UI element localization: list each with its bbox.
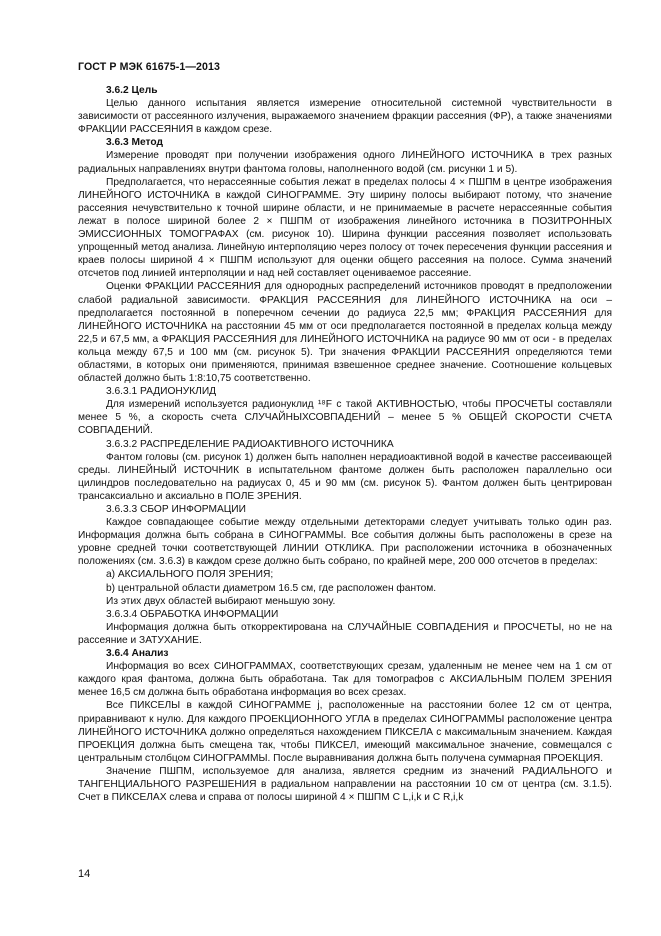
list-note: Из этих двух областей выбирают меньшую зону.: [106, 595, 336, 607]
paragraph: Информация должна быть откорректирована на СЛУЧАЙНЫЕ СОВПАДЕНИЯ и ПРОСЧЕТЫ, но не на рассеяние и ЗАТУХАНИЕ.: [78, 621, 612, 646]
paragraph: Значение ПШПМ, используемое для анализа, является средним из значений РАДИАЛЬНОГО и ТАНГЕНЦИАЛЬНОГО РАЗРЕШЕНИЯ в радиальном направлении на расстоянии 10 см от центра (см. 3.1.5). Счет в ПИКСЕЛАХ слева и справа от полосы шириной 4 × ПШПМ C L,i,k и C R,i,k: [78, 765, 612, 804]
paragraph: Оценки ФРАКЦИИ РАССЕЯНИЯ для однородных распределений источников проводят в предположении слабой радиальной зависимости. ФРАКЦИЯ РАССЕЯНИЯ для ЛИНЕЙНОГО ИСТОЧНИКА на оси – предполагается постоянной в поперечном сечении до радиуса 22,5 мм; ФРАКЦИЯ РАССЕЯНИЯ для ЛИНЕЙНОГО ИСТОЧНИКА на расстоянии 45 мм от оси предполагается постоянной в пределах кольца между 22,5 и 67,5 мм, а ФРАКЦИЯ РАССЕЯНИЯ для ЛИНЕЙНОГО ИСТОЧНИКА на радиусе 90 мм от оси - в пределах кольца между 67,5 и 100 мм (см. рисунок 5). Три значения ФРАКЦИИ РАССЕЯНИЯ определяются теми областями, в которых они применяются, принимая взвешенное среднее значение. Соотношение кольцевых областей должно быть 1:8:10,75 соответственно.: [78, 281, 612, 385]
paragraph: Каждое совпадающее событие между отдельными детекторами следует учитывать только один раз. Информация должна быть собрана в СИНОГРАММЫ. Все события должны быть расположены в срезе на уровне средней точки соответствующей ЛИНИИ ОТКЛИКА. При расположении источника в обозначенных положениях (см. 3.6.3) в каждом срезе должно быть собрано, по крайней мере, 200 000 отсчетов в пределах:: [78, 517, 612, 568]
paragraph: Все ПИКСЕЛЫ в каждой СИНОГРАММЕ j, расположенные на расстоянии более 12 см от центра, приравнивают к нулю. Для каждого ПРОЕКЦИОННОГО УГЛА в пределах СИНОГРАММЫ расположение центра ЛИНЕЙНОГО ИСТОЧНИКА должно определяться нахождением ПИКСЕЛА с максимальным значением. Каждая ПРОЕКЦИЯ должна быть смещена так, чтобы ПИКСЕЛ, имеющий максимальное значение, совмещался с центральным столбцом СИНОГРАММЫ. После выравнивания должна быть получена суммарная ПРОЕКЦИЯ.: [78, 700, 612, 764]
page-number: 14: [78, 868, 91, 880]
section-heading: 3.6.3 Метод: [106, 137, 163, 149]
paragraph: Целью данного испытания является измерение относительной системной чувствительности в зависимости от рассеянного излучения, выражаемого значением фракции рассеяния (ФР), а также значениями ФРАКЦИИ РАССЕЯНИЯ в каждом срезе.: [78, 98, 612, 136]
section-heading: 3.6.2 Цель: [106, 85, 158, 96]
paragraph: Информация во всех СИНОГРАММАХ, соответствующих срезам, удаленным не менее чем на 1 см от каждого края фантома, должна быть обработана. Так для томографов с АКСИАЛЬНЫМ ПОЛЕМ ЗРЕНИЯ менее 16,5 см должна быть обработана информация во всех срезах.: [78, 661, 612, 699]
document-header: ГОСТ Р МЭК 61675-1—2013: [78, 61, 221, 73]
subsection-heading: 3.6.3.2 РАСПРЕДЕЛЕНИЕ РАДИОАКТИВНОГО ИСТОЧНИКА: [106, 438, 394, 450]
paragraph: Предполагается, что нерассеянные события лежат в пределах полосы 4 × ПШПМ в центре изображения ЛИНЕЙНОГО ИСТОЧНИКА в каждой СИНОГРАММЕ. Эту ширину полосы выбирают потому, что значение рассеяния нечувствительно к точной ширине области, и не принимаемые в расчете нерассеянные события лежат в полосе шириной более 2 × ПШПМ от изображения линейного источника в ПОЗИТРОННЫХ ЭМИССИОННЫХ ТОМОГРАФАХ (см. рисунок 10). Ширина функции рассеяния позволяет использовать упрощенный метод анализа. Линейную интерполяцию через полосу от точек пересечения функции рассеяния и краев полосы шириной 4 × ПШПМ используют для оценки общего рассеяния на полосе. Сумма значений отсчетов под линией интерполяции и над ней составляет оцениваемое рассеяние.: [78, 176, 612, 280]
section-heading: 3.6.4 Анализ: [106, 648, 169, 660]
list-item: а) АКСИАЛЬНОГО ПОЛЯ ЗРЕНИЯ;: [106, 569, 274, 581]
subsection-heading: 3.6.3.3 СБОР ИНФОРМАЦИИ: [106, 504, 246, 515]
subsection-heading: 3.6.3.1 РАДИОНУКЛИД: [106, 386, 217, 398]
paragraph: Фантом головы (см. рисунок 1) должен быть наполнен нерадиоактивной водой в качестве рассеивающей среды. ЛИНЕЙНЫЙ ИСТОЧНИК в испытательном фантоме должен быть расположен параллельно оси цилиндров последовательно на радиусах 0, 45 и 90 мм (см. рисунок 5). Фантом должен быть центрирован трансаксиально и аксиально в ПОЛЕ ЗРЕНИЯ.: [78, 451, 612, 502]
paragraph: Для измерений используется радионуклид ¹⁸F с такой АКТИВНОСТЬЮ, чтобы ПРОСЧЕТЫ составляли менее 5 %, а скорость счета СЛУЧАЙНЫХСОВПАДЕНИЙ – менее 5 % ОБЩЕЙ СКОРОСТИ СЧЕТА СОВПАДЕНИЙ.: [78, 399, 612, 437]
paragraph: Измерение проводят при получении изображения одного ЛИНЕЙНОГО ИСТОЧНИКА в трех разных радиальных направлениях внутри фантома головы, наполненного водой (см. рисунки 1 и 5).: [78, 150, 612, 175]
list-item: b) центральной области диаметром 16.5 см, где расположен фантом.: [106, 582, 437, 594]
subsection-heading: 3.6.3.4 ОБРАБОТКА ИНФОРМАЦИИ: [106, 608, 279, 620]
document-body: [78, 84, 612, 804]
